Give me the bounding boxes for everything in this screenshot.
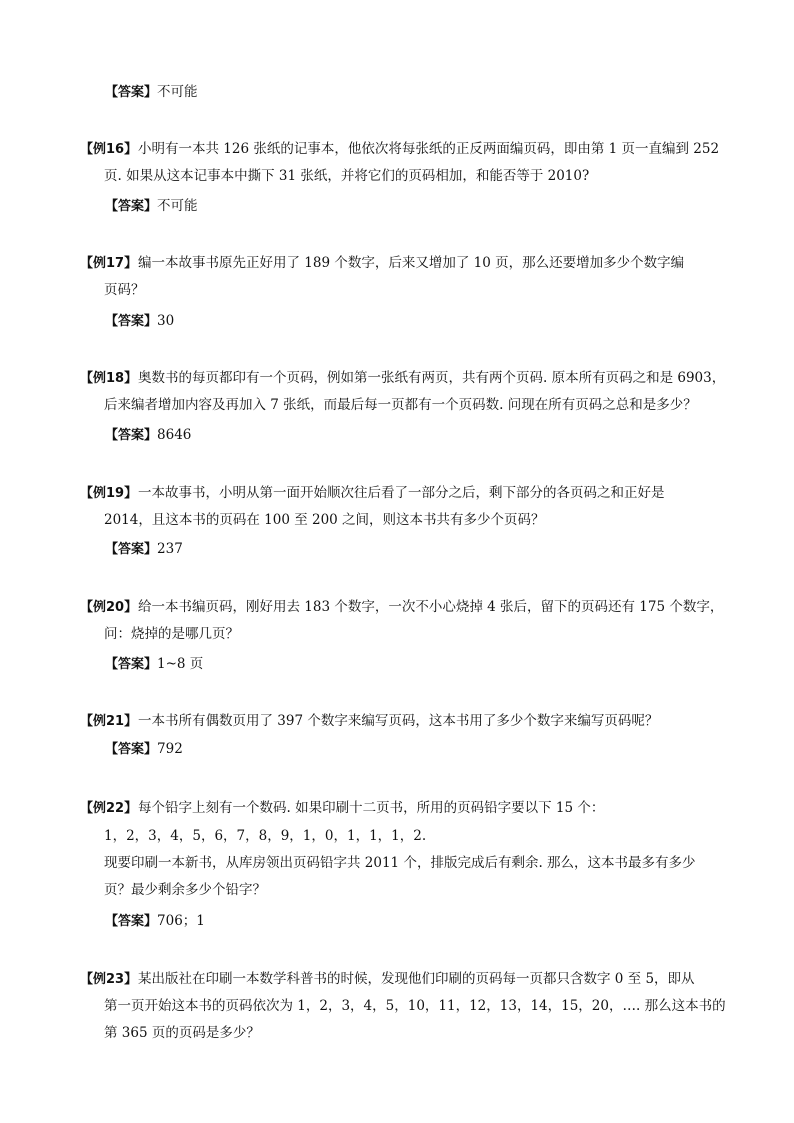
answer-tag: 【答案】 — [105, 314, 158, 329]
example-text: 给一本书编页码，刚好用去 183 个数字，一次不小心烧掉 4 张后，留下的页码还有 175 个数字， — [138, 599, 724, 615]
example-22-line-4: 页？最少剩余多少个铅字？ — [104, 882, 266, 898]
answer-tag: 【答案】 — [105, 85, 158, 100]
example-20-line-1 — [80, 595, 723, 615]
answer-line-20 — [105, 652, 203, 672]
answer-text: 706；1 — [157, 913, 205, 929]
example-23-line-1 — [80, 967, 695, 987]
answer-line-18 — [105, 424, 191, 443]
example-label: 【例22】 — [80, 801, 138, 816]
example-text: 某出版社在印刷一本数学科普书的时候，发现他们印刷的页码每一页都只含数字 0 至 5，即从 — [138, 971, 695, 987]
example-18-line-1 — [80, 366, 725, 386]
example-23-line-2: 第一页开始这本书的页码依次为 1，2，3，4，5，10，11，12，13，14，15，20，…. 那么这本书的 — [104, 998, 726, 1014]
example-text: 一本故事书，小明从第一面开始顺次往后看了一部分之后，剩下部分的各页码之和正好是 — [138, 485, 665, 501]
example-17-line-2: 页码？ — [104, 282, 145, 298]
example-text: 每个铅字上刻有一个数码. 如果印刷十二页书，所用的页码铅字要以下 15 个： — [138, 800, 605, 816]
answer-text: 30 — [157, 313, 175, 329]
answer-tag: 【答案】 — [105, 428, 158, 443]
answer-tag: 【答案】 — [105, 199, 158, 214]
answer-text: 1~8 页 — [157, 656, 204, 672]
example-22-line-2: 1，2，3，4，5，6，7，8，9，1，0，1，1，1，2. — [104, 828, 427, 844]
example-22-line-1 — [80, 796, 604, 816]
answer-text: 不可能 — [157, 84, 198, 100]
example-text: 编一本故事书原先正好用了 189 个数字，后来又增加了 10 页，那么还要增加多少个数字编 — [138, 255, 685, 271]
answer-tag: 【答案】 — [105, 914, 158, 929]
example-21-line-1 — [80, 709, 658, 729]
answer-text: 不可能 — [157, 198, 198, 214]
example-19-line-1 — [80, 481, 665, 501]
example-16-line-1 — [80, 137, 719, 157]
example-text: 小明有一本共 126 张纸的记事本，他依次将每张纸的正反两面编页码，即由第 1 页一直编到 252 — [138, 141, 720, 157]
answer-line-17 — [105, 310, 174, 329]
example-label: 【例19】 — [80, 486, 138, 501]
example-label: 【例20】 — [80, 600, 138, 615]
answer-text: 792 — [157, 741, 183, 757]
example-label: 【例21】 — [80, 714, 138, 729]
answer-tag: 【答案】 — [105, 542, 158, 557]
example-text: 奥数书的每页都印有一个页码，例如第一张纸有两页，共有两个页码. 原本所有页码之和是 6903， — [138, 370, 726, 386]
answer-tag: 【答案】 — [105, 657, 158, 672]
answer-text: 8646 — [157, 427, 192, 443]
example-16-line-2: 页. 如果从这本记事本中撕下 31 张纸，并将它们的页码相加，和能否等于 2010? — [104, 168, 590, 184]
answer-line-19 — [105, 538, 183, 557]
example-19-line-2: 2014，且这本书的页码在 100 至 200 之间，则这本书共有多少个页码？ — [104, 512, 545, 528]
example-label: 【例18】 — [80, 371, 138, 386]
answer-line-21 — [105, 738, 183, 757]
example-18-line-2: 后来编者增加内容及再加入 7 张纸，而最后每一页都有一个页码数. 问现在所有页码之总和是多少？ — [104, 397, 697, 413]
example-20-line-2: 问：烧掉的是哪几页？ — [104, 626, 239, 642]
answer-line-top — [105, 80, 198, 100]
answer-line-22 — [105, 909, 205, 929]
example-17-line-1 — [80, 251, 684, 271]
answer-text: 237 — [157, 541, 183, 557]
example-text: 一本书所有偶数页用了 397 个数字来编写页码，这本书用了多少个数字来编写页码呢？ — [138, 713, 659, 729]
answer-tag: 【答案】 — [105, 742, 158, 757]
example-label: 【例23】 — [80, 972, 138, 987]
example-label: 【例16】 — [80, 142, 138, 157]
answer-line-16 — [105, 194, 198, 214]
example-23-line-3: 第 365 页的页码是多少？ — [104, 1025, 260, 1041]
example-label: 【例17】 — [80, 256, 138, 271]
example-22-line-3: 现要印刷一本新书，从库房领出页码铅字共 2011 个，排版完成后有剩余. 那么，这本书最多有多少 — [104, 855, 696, 871]
